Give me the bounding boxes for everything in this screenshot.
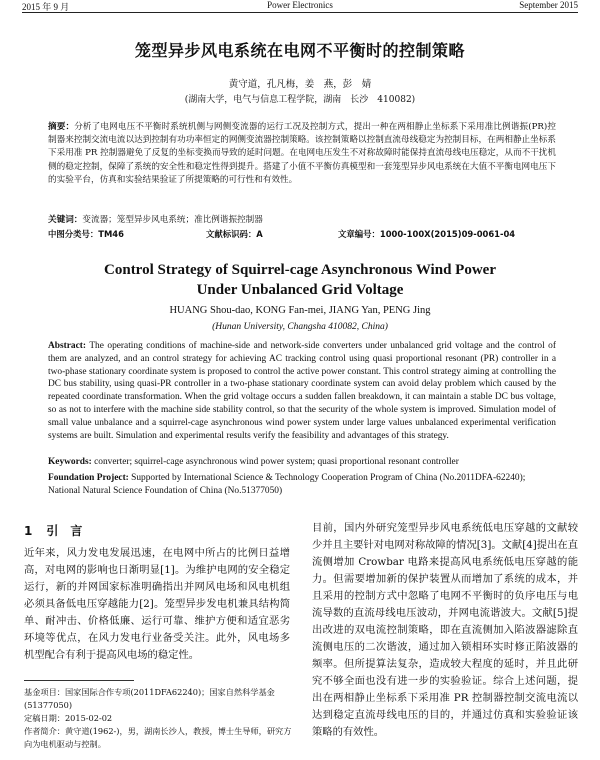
footnote-fund: 基金项目：国家国际合作专项(2011DFA62240)；国家自然科学基金(51377050) [24, 687, 275, 710]
section-heading [24, 522, 96, 539]
cn-abstract [48, 121, 556, 187]
en-affiliation: (Hunan University, Changsha 410082, China) [212, 322, 388, 332]
header-date-cn: 2015 年 9 月 [22, 2, 70, 12]
en-title-line2: Under Unbalanced Grid Voltage [196, 282, 404, 298]
foundation-project [48, 472, 556, 498]
cls-number: 中图分类号：TM46 [48, 229, 124, 239]
en-abstract-label: Abstract: [48, 341, 87, 351]
cn-keywords-text: 变流器；笼型异步风电系统；准比例谐振控制器 [82, 215, 263, 225]
footnote-date: 定稿日期：2015-02-02 [24, 713, 113, 723]
footnote-rule [24, 680, 134, 681]
section-number: 1 [24, 524, 33, 538]
cn-authors: 黄守道，孔凡梅，姜 燕，彭 婧 [228, 79, 372, 90]
footnote-author: 作者简介：黄守道(1962-)，男，湖南长沙人，教授，博士生导师，研究方向为电机驱动与控制。 [24, 726, 292, 749]
en-keywords [48, 456, 556, 469]
en-title [0, 260, 600, 300]
header-journal: Power Electronics [267, 0, 333, 10]
cn-affiliation: (湖南大学，电气与信息工程学院，湖南 长沙 410082) [184, 95, 416, 105]
cn-abstract-label: 摘要： [48, 122, 75, 132]
body-right-column: 目前，国内外研究笼型异步风电系统低电压穿越的文献较少并且主要针对电网对称故障的情况[3]。文献[4]提出在直流侧增加 Crowbar 电路来提高风电系统低电压穿越的能力。但需要增加新的保护装置从而增加了系统的成本，并且采用的控制方式中忽略了电网不平衡时的负序电压与电流导数的直流母线电压波动，并网电流谐波大。文献[5]提出改进的双电流控制策略，即在直流侧加入陷波器滤除直流侧电压的二次谐波，通过加入锁相环实时修正陷波器的频率。但所提算法复杂，造成较大程度的延时，并且此研究不够全面也没有进一步的实验验证。综合上述问题，提出在两相静止坐标系下采用准 PR 控制器控制交流电流以达到稳定直流母线电压的目的，并通过仿真和实验验证该策略的有效性。 [312, 522, 578, 738]
en-keywords-text: converter; squirrel-cage asynchronous wind power system; quasi proportional resonant controller [94, 457, 459, 467]
cn-keywords-label: 关键词： [48, 215, 83, 225]
header-date-en: September 2015 [519, 0, 578, 10]
cn-abstract-text: 分析了电网电压不平衡时系统机侧与网侧变流器的运行工况及控制方式，提出一种在两相静止坐标系下采用准比例谐振(PR)控制器来控制交流电流以达到控制有功功率恒定的网侧变流器控制策略。该控制策略以控制直流母线稳定为控制目标，在两相静止坐标系下采用准 PR 控制器避免了反复的坐标变换而导致的延时问题。在电网电压发生不对称故障时能保持直流母线电压稳定，从而不干扰机侧的稳定控制，保障了系统的安全性和稳定性得到提升。搭建了小值不平衡仿真模型和一套笼型异步风电系统在大值不平衡电网电压下的实验平台，仿真和实验结果验证了所提策略的可行性和有效性。 [48, 122, 556, 185]
foundation-label: Foundation Project: [48, 473, 129, 483]
running-header [22, 0, 578, 12]
cn-keywords [48, 213, 556, 225]
en-keywords-label: Keywords: [48, 457, 92, 467]
body-left-column: 近年来，风力发电发展迅速，在电网中所占的比例日益增高，对电网的影响也日渐明显[1]。为维护电网的安全稳定运行，新的并网国家标准明确指出并网风电场和风电机组必须具备低电压穿越能力[2]。笼型异步发电机兼具结构简单、耐冲击、价格低廉、运行可靠、维护方便和适宜恶劣环境等优点，在风力发电行业备受关注。此外，风电场多机型配合有利于提高风电场的稳定性。 [24, 547, 290, 661]
foundation-text: Supported by International Science & Technology Cooperation Program of China (No.2011DFA-62240); National Natural Science Foundation of China (No.51377050) [48, 473, 526, 496]
header-rule [22, 12, 578, 13]
en-authors: HUANG Shou-dao, KONG Fan-mei, JIANG Yan, PENG Jing [169, 305, 431, 316]
footnote [24, 686, 294, 751]
cn-title: 笼型异步风电系统在电网不平衡时的控制策略 [134, 41, 465, 60]
doc-code: 文献标识码：A [206, 229, 263, 239]
en-title-line1: Control Strategy of Squirrel-cage Asynchronous Wind Power [104, 262, 496, 278]
article-number: 文章编号：1000-100X(2015)09-0061-04 [338, 229, 516, 239]
section-title: 引 言 [46, 524, 83, 538]
en-abstract [48, 340, 556, 442]
en-abstract-text: The operating conditions of machine-side and network-side converters under unbalanced grid voltage and the control of them are analyzed, and an control strategy for achieving AC tracking control using quasi proportional resonant (PR) controller in a two-phase stationary coordinate system is proposed to control the active power constant. This control strategy aiming at controlling the DC bus stability, using quasi-PR controller in a two-phase stationary coordinate system can avoid delay problem which caused by the repeated coordinate transformation. When the grid voltage occurs a sudden fallen breakdown, it can maintain a stable DC bus voltage, so as not to interfere with the machine side stability control, so that the security of the whole system is improved. Simulation model of small value unbalance and a squirrel-cage asynchronous wind power system under large values unbalanced experimental verification systems are built. Simulation and experimental results verify the feasibility and advantages of this strategy. [48, 341, 556, 441]
